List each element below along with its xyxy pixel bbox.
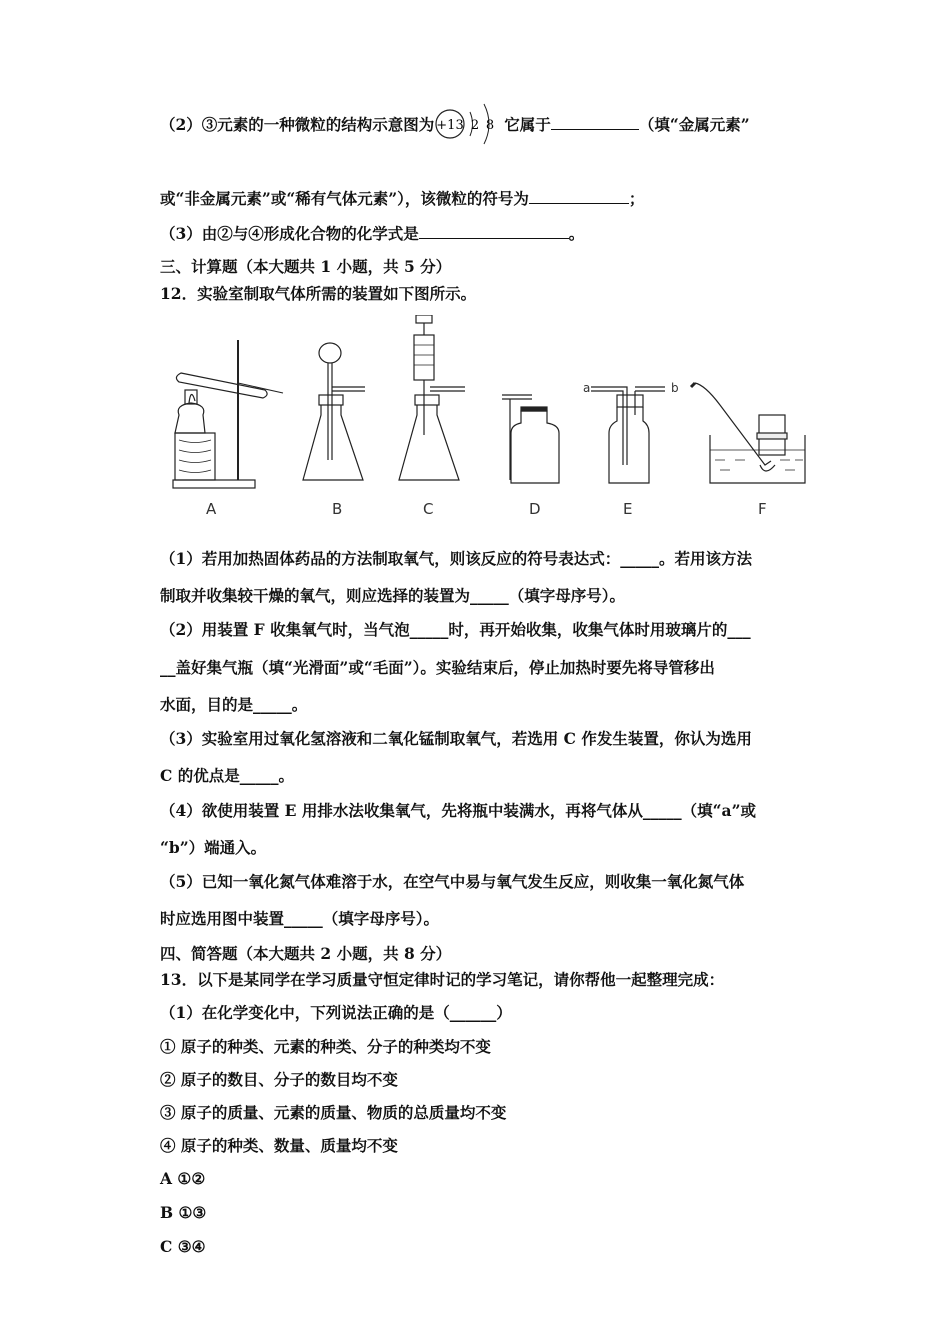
q12-line: “b”）端通入。 [160,838,267,857]
q12-line: （5）已知一氧化氮气体难溶于水，在空气中易与氧气发生反应，则收集一氧化氮气体 [160,872,745,891]
atom-shell2-electrons: 8 [486,118,495,133]
lab-apparatus-figure [165,315,815,500]
q13-item: ④ 原子的种类、数量、质量均不变 [160,1136,398,1155]
atom-structure-diagram [434,116,504,136]
apparatus-b [303,343,365,480]
q13-item: ② 原子的数目、分子的数目均不变 [160,1070,398,1089]
q11-part2-line1 [160,115,750,136]
tube-label-b: b [671,381,679,395]
atom-nucleus-label: +13 [436,118,465,133]
q13-sub1: （1）在化学变化中，下列说法正确的是（______） [160,1003,512,1022]
q11-part2-text-d: 或“非金属元素”或“稀有气体元素”），该微粒的符号为 [160,189,529,208]
apparatus-c [399,315,465,480]
q11-part3-line [160,224,584,244]
q12-line: C 的优点是_____。 [160,766,294,785]
apparatus-f [691,383,805,483]
q12-line: （3）实验室用过氧化氢溶液和二氧化锰制取氧气，若选用 C 作发生装置，你认为选用 [160,729,752,748]
q11-part2-text-b: 它属于 [504,115,551,134]
q13-item: ③ 原子的质量、元素的质量、物质的总质量均不变 [160,1103,507,1122]
apparatus-label-c: C [423,500,434,518]
q12-line: 制取并收集较干燥的氧气，则应选择的装置为_____（填字母序号）。 [160,586,626,605]
apparatus-label-e: E [623,500,633,518]
q13-option-b[interactable]: B ①③ [160,1203,207,1222]
q12-line: 时应选用图中装置_____（填字母序号）。 [160,909,440,928]
answer-blank[interactable] [529,189,629,204]
atom-shell1-electrons: 2 [471,118,480,133]
apparatus-a [173,340,283,488]
apparatus-d [502,395,559,483]
apparatus-label-f: F [758,500,767,518]
q12-line: 水面，目的是_____。 [160,695,308,714]
q13-stem: 13．以下是某同学在学习质量守恒定律时记的学习笔记，请你帮他一起整理完成： [160,970,725,989]
apparatus-label-a: A [206,500,217,518]
section3-title: 三、计算题（本大题共 1 小题，共 5 分） [160,257,452,276]
q11-part2-text-a: （2）③元素的一种微粒的结构示意图为 [160,115,435,134]
answer-blank[interactable] [551,115,639,130]
q11-part2-text-c: （填“金属元素” [638,115,750,134]
section4-title: 四、简答题（本大题共 2 小题，共 8 分） [160,944,452,963]
q12-stem: 12．实验室制取气体所需的装置如下图所示。 [160,284,477,303]
q11-part3-text-b: 。 [568,224,585,243]
q11-part2-text-e: ； [628,189,645,208]
q11-part3-text-a: （3）由②与④形成化合物的化学式是 [160,224,419,243]
q12-line: （4）欲使用装置 E 用排水法收集氧气，先将瓶中装满水，再将气体从_____（填“a”或 [160,801,757,820]
apparatus-label-d: D [529,500,541,518]
q13-item: ① 原子的种类、元素的种类、分子的种类均不变 [160,1037,491,1056]
q12-line: （2）用装置 F 收集氧气时，当气泡_____时，再开始收集，收集气体时用玻璃片的___ [160,620,751,639]
q12-line: __盖好集气瓶（填“光滑面”或“毛面”）。实验结束后，停止加热时要先将导管移出 [160,658,715,677]
q11-part2-line2 [160,189,644,209]
apparatus-e [591,387,665,483]
tube-label-a: a [583,381,591,395]
q13-option-a[interactable]: A ①② [160,1169,206,1188]
q13-option-c[interactable]: C ③④ [160,1237,206,1256]
apparatus-label-b: B [332,500,343,518]
q12-line: （1）若用加热固体药品的方法制取氧气，则该反应的符号表达式：_____。若用该方法 [160,549,753,568]
answer-blank[interactable] [419,224,569,239]
